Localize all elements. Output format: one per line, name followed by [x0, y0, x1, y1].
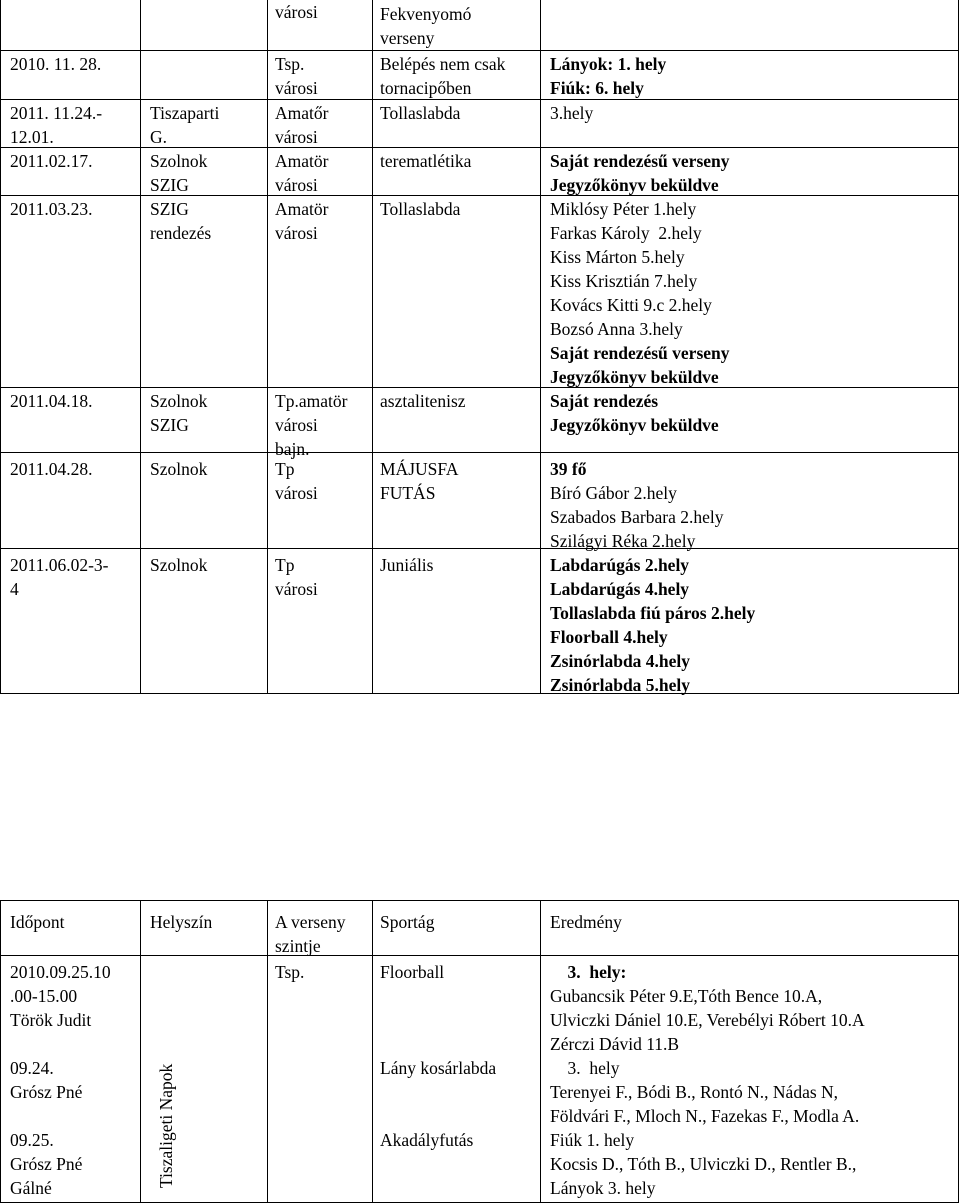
cell-line: Saját rendezésű verseny [550, 343, 730, 363]
cell-line: 39 fő [550, 459, 587, 479]
cell-line: 2011.04.28. [10, 459, 93, 479]
cell-line: városi [275, 2, 318, 22]
cell-line: Miklósy Péter 1.hely [550, 199, 697, 219]
cell-line: 09.24. [10, 1058, 54, 1078]
t2-sport-floorball: Floorball [380, 962, 445, 982]
cell-line: Kocsis D., Tóth B., Ulviczki D., Rentler B., [550, 1154, 857, 1174]
t2-rule-header [0, 955, 959, 956]
t1-sport-cell [380, 149, 471, 173]
t1-sport-cell [380, 457, 458, 505]
cell-line: Tp [275, 555, 295, 575]
cell-line: Kiss Márton 5.hely [550, 247, 685, 267]
t2-border-col3 [267, 900, 268, 1203]
t1-rule [0, 50, 959, 51]
t1-place-cell [150, 457, 207, 481]
header-level-line: A verseny [275, 912, 346, 932]
cell-line: Lányok 3. hely [550, 1178, 656, 1198]
cell-line: Török Judit [10, 1010, 92, 1030]
t1-sport-cell [380, 389, 466, 413]
cell-line: Gálné [10, 1178, 52, 1198]
t1-level-cell [275, 553, 318, 601]
cell-line: verseny [380, 28, 435, 48]
cell-line: Szolnok [150, 391, 208, 411]
cell-line: Labdarúgás 4.hely [550, 579, 690, 599]
t1-border-col5 [540, 0, 541, 694]
cell-line: 2011.02.17. [10, 151, 93, 171]
cell-line: Lányok: 1. hely [550, 54, 667, 74]
t1-result-cell [550, 197, 730, 389]
cell-line: 12.01. [10, 127, 54, 147]
t2-border-left [0, 900, 1, 1203]
t1-level-cell [275, 149, 328, 197]
cell-line: Bozsó Anna 3.hely [550, 319, 683, 339]
cell-line: Amatör [275, 151, 329, 171]
cell-line: .00-15.00 [10, 986, 78, 1006]
t1-rule [0, 548, 959, 549]
t1-sport-cell [380, 197, 460, 221]
cell-line: Szolnok [150, 459, 208, 479]
t1-date-cell [10, 52, 101, 76]
cell-line: Fiúk: 6. hely [550, 78, 644, 98]
cell-line: városi [275, 415, 318, 435]
cell-line: G. [150, 127, 168, 147]
t1-level-cell [275, 0, 318, 24]
t2-border-col5 [540, 900, 541, 1203]
t2-sport-basketball: Lány kosárlabda [380, 1058, 497, 1078]
cell-line: Jegyzőkönyv beküldve [550, 175, 719, 195]
t1-place-cell [150, 197, 211, 245]
place-vertical-text: Tiszaligeti Napok [156, 1063, 176, 1188]
header-level [275, 910, 345, 958]
cell-line: Saját rendezés [550, 391, 659, 411]
t1-result-cell [550, 389, 719, 437]
cell-line: Fekvenyomó [380, 4, 472, 24]
cell-line: Tollaslabda fiú páros 2.hely [550, 603, 756, 623]
cell-line: Tp [275, 459, 295, 479]
t1-border-col4 [372, 0, 373, 694]
t1-date-cell [10, 197, 92, 221]
t1-date-cell [10, 457, 92, 481]
t2-border-col4 [372, 900, 373, 1203]
cell-line: Grósz Pné [10, 1154, 83, 1174]
t1-level-cell [275, 197, 328, 245]
cell-line: Zsinórlabda 4.hely [550, 651, 691, 671]
cell-line: Amatőr [275, 103, 329, 123]
cell-line: Zsinórlabda 5.hely [550, 675, 691, 695]
cell-line: 2010. 11. 28. [10, 54, 102, 74]
t1-result-cell [550, 52, 666, 100]
cell-line: Belépés nem csak [380, 54, 506, 74]
t1-rule [0, 452, 959, 453]
t1-date-cell [10, 101, 102, 149]
cell-line: Labdarúgás 2.hely [550, 555, 690, 575]
t2-rule-top [0, 900, 959, 901]
cell-line [10, 1032, 111, 1056]
t1-date-cell [10, 149, 92, 173]
t2-date-cell [10, 960, 111, 1200]
t2-border-right [958, 900, 959, 1203]
cell-line: rendezés [150, 223, 212, 243]
cell-line: Tollaslabda [380, 199, 461, 219]
cell-line: 2011.03.23. [10, 199, 93, 219]
cell-line: Ulviczki Dániel 10.E, Verebélyi Róbert 10.A [550, 1010, 865, 1030]
t1-place-cell [150, 101, 219, 149]
cell-line [10, 1104, 111, 1128]
t1-rule [0, 693, 959, 694]
cell-line: Floorball 4.hely [550, 627, 668, 647]
t2-result-cell [550, 960, 865, 1056]
t2-result-cell [550, 1128, 856, 1200]
cell-line: Tp.amatör [275, 391, 348, 411]
t2-result-cell [550, 1056, 859, 1128]
cell-line: Tiszaparti [150, 103, 220, 123]
t1-place-cell [150, 149, 207, 197]
cell-line: Tsp. [275, 54, 305, 74]
cell-line: városi [275, 175, 318, 195]
t1-place-cell [150, 553, 207, 577]
cell-line: tornacipőben [380, 78, 472, 98]
cell-line: Grósz Pné [10, 1082, 83, 1102]
cell-line: 4 [10, 579, 19, 599]
cell-line: Kovács Kitti 9.c 2.hely [550, 295, 712, 315]
t1-sport-cell [380, 52, 505, 100]
cell-line: 3. hely: [550, 962, 627, 982]
cell-line: Zérczi Dávid 11.B [550, 1034, 680, 1054]
cell-line: Szilágyi Réka 2.hely [550, 531, 696, 551]
t1-date-cell [10, 553, 109, 601]
cell-line: FUTÁS [380, 483, 436, 503]
t1-level-cell [275, 52, 318, 100]
cell-line: asztalitenisz [380, 391, 466, 411]
t1-place-cell [150, 389, 207, 437]
cell-line: SZIG [150, 175, 189, 195]
cell-line: városi [275, 483, 318, 503]
cell-line: Farkas Károly 2.hely [550, 223, 702, 243]
cell-line: bajn. [275, 439, 310, 459]
t1-border-left [0, 0, 1, 694]
header-level-line: szintje [275, 936, 321, 956]
t1-date-cell [10, 389, 92, 413]
cell-line: városi [275, 579, 318, 599]
cell-line: Juniális [380, 555, 434, 575]
t2-border-col2 [140, 900, 141, 1203]
t1-result-cell [550, 553, 755, 697]
cell-line: Tollaslabda [380, 103, 461, 123]
t2-level: Tsp. [275, 962, 305, 982]
cell-line: Bíró Gábor 2.hely [550, 483, 677, 503]
cell-line: városi [275, 223, 318, 243]
cell-line: városi [275, 127, 318, 147]
t2-sport-obstacle-race: Akadályfutás [380, 1130, 474, 1150]
cell-line: városi [275, 78, 318, 98]
t1-sport-cell [380, 101, 460, 125]
header-date: Időpont [10, 912, 65, 932]
cell-line: MÁJUSFA [380, 459, 459, 479]
t1-result-cell [550, 149, 730, 197]
cell-line: SZIG [150, 199, 189, 219]
cell-line: Fiúk 1. hely [550, 1130, 635, 1150]
header-place: Helyszín [150, 912, 213, 932]
cell-line: Földvári F., Mloch N., Fazekas F., Modla A. [550, 1106, 860, 1126]
t1-border-col3 [267, 0, 268, 694]
cell-line: Jegyzőkönyv beküldve [550, 415, 719, 435]
cell-line: Terenyei F., Bódi B., Rontó N., Nádas N, [550, 1082, 839, 1102]
header-sport: Sportág [380, 912, 435, 932]
cell-line: Szolnok [150, 555, 208, 575]
cell-line: Szolnok [150, 151, 208, 171]
t1-border-col2 [140, 0, 141, 694]
t1-result-cell [550, 101, 593, 125]
cell-line: 2010.09.25.10 [10, 962, 111, 982]
cell-line: Amatör [275, 199, 329, 219]
t1-level-cell [275, 389, 347, 461]
cell-line: 2011. 11.24.- [10, 103, 103, 123]
header-result: Eredmény [550, 912, 622, 932]
t1-level-cell [275, 101, 328, 149]
cell-line: 2011.06.02-3- [10, 555, 109, 575]
t1-sport-cell [380, 2, 471, 50]
cell-line: Jegyzőkönyv beküldve [550, 367, 719, 387]
t1-rule [0, 147, 959, 148]
t1-border-right [958, 0, 959, 694]
cell-line: Saját rendezésű verseny [550, 151, 730, 171]
t1-rule [0, 387, 959, 388]
t1-level-cell [275, 457, 318, 505]
t1-sport-cell [380, 553, 433, 577]
t1-rule [0, 195, 959, 196]
cell-line: Gubancsik Péter 9.E,Tóth Bence 10.A, [550, 986, 823, 1006]
cell-line: Szabados Barbara 2.hely [550, 507, 724, 527]
cell-line: 09.25. [10, 1130, 54, 1150]
cell-line: 3.hely [550, 103, 594, 123]
cell-line: SZIG [150, 415, 189, 435]
cell-line: Kiss Krisztián 7.hely [550, 271, 698, 291]
cell-line: 3. hely [550, 1058, 620, 1078]
cell-line: 2011.04.18. [10, 391, 93, 411]
t1-result-cell [550, 457, 723, 553]
cell-line: terematlétika [380, 151, 472, 171]
